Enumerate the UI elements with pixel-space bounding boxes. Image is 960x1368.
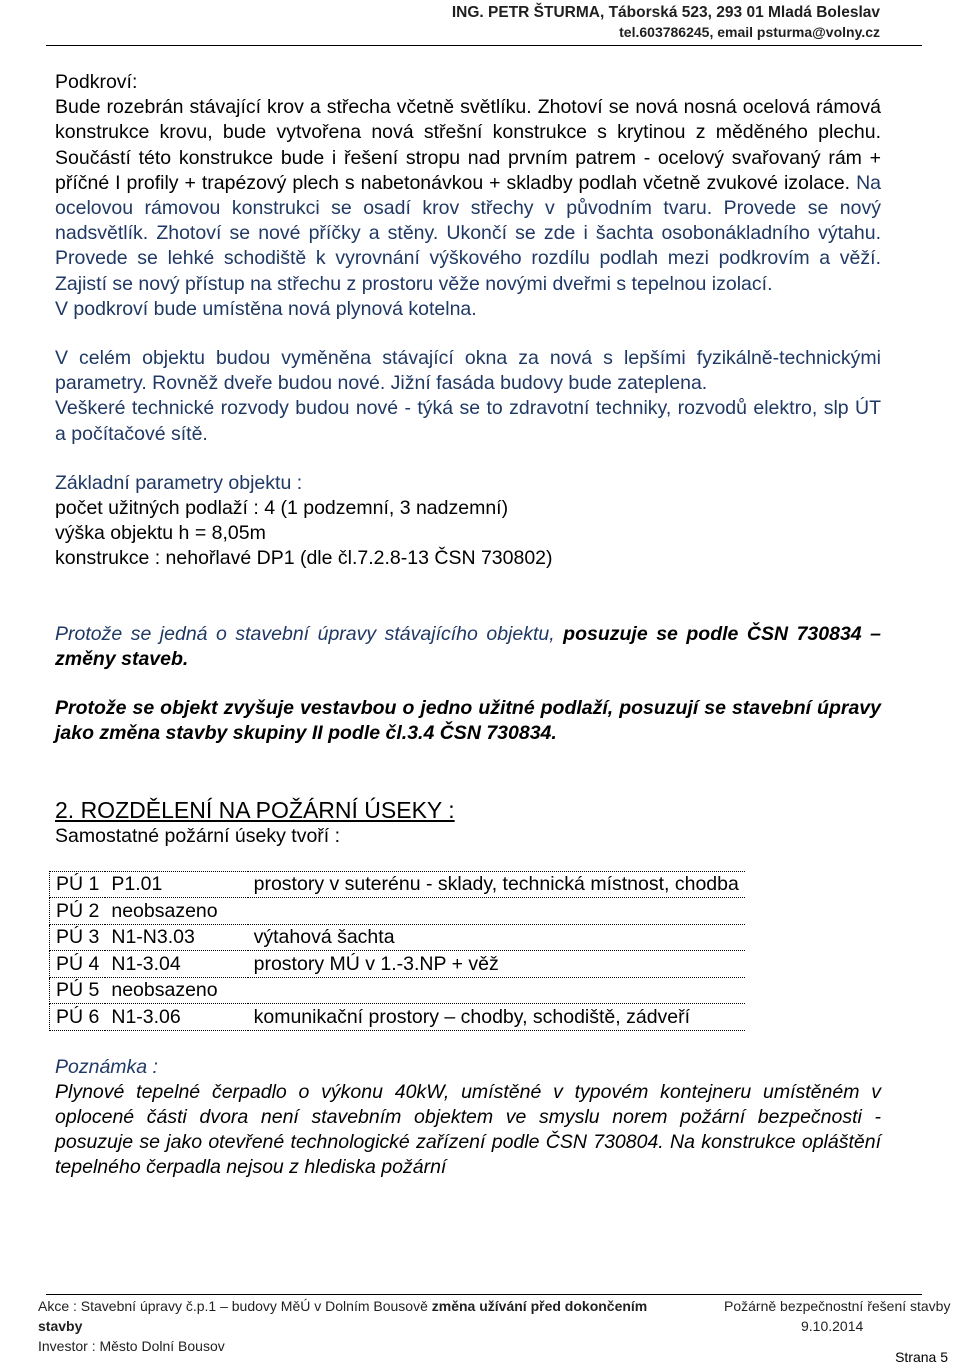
table-cell-desc: výtahová šachta [248, 924, 745, 951]
table-row [50, 871, 745, 898]
footer-doc-title: Požárně bezpečnostní řešení stavby [724, 1298, 951, 1314]
table-cell-code: neobsazeno [105, 977, 247, 1004]
footer-akce-bold: změna užívání před dokončením [427, 1298, 648, 1314]
posouzeni-paragraph [55, 622, 881, 672]
footer-divider [46, 1294, 922, 1295]
parametry-heading: Základní parametry objektu : [55, 471, 303, 494]
header-contact: tel.603786245, email psturma@volny.cz [619, 24, 880, 40]
footer-project [38, 1296, 718, 1356]
footer-akce-cont: stavby [38, 1318, 83, 1334]
footer-investor: Investor : Město Dolní Bousov [38, 1338, 225, 1354]
pozarni-useky-table [49, 871, 745, 1031]
footer-date: 9.10.2014 [801, 1318, 864, 1334]
table-cell-desc [248, 898, 745, 925]
table-cell-desc: prostory MÚ v 1.-3.NP + věž [248, 951, 745, 978]
table-row [50, 951, 745, 978]
podkrovi-paragraph [55, 95, 881, 297]
table-cell-pu: PÚ 1 [50, 871, 106, 898]
parametry-podlazi: počet užitných podlaží : 4 (1 podzemní, 3 nadzemní) [55, 497, 509, 520]
table-cell-pu: PÚ 4 [50, 951, 106, 978]
table-row [50, 924, 745, 951]
section-subtitle: Samostatné požární úseky tvoří : [55, 825, 341, 848]
podkrovi-text: Bude rozebrán stávající krov a střecha včetně světlíku. Zhotoví se nová nosná ocelová rámová konstrukce krovu, bude vytvořena nová střešní konstrukce s krytinou z měděného plechu. Součástí této konstrukce bude i řešení stropu nad prvním patrem - ocelový svařovaný rám + příčné I profily + trapézový plech s nabetonávkou + skladby podlah včetně zvukové izolace. [55, 96, 881, 194]
poznamka-heading: Poznámka : [55, 1055, 158, 1078]
table-cell-code: N1-3.06 [105, 1004, 247, 1031]
table-cell-pu: PÚ 5 [50, 977, 106, 1004]
table-row [50, 898, 745, 925]
page-header [452, 3, 880, 42]
footer-akce-label: Akce : [38, 1298, 81, 1314]
parametry-konstrukce: konstrukce : nehořlavé DP1 (dle čl.7.2.8-13 ČSN 730802) [55, 547, 553, 570]
podkrovi-text-blue: Na ocelovou rámovou konstrukci se osadí krov střechy v původním tvaru. Provede se nový nadsvětlík. Zhotoví se nové příčky a stěny. Ukončí se zde i šachta osobonákladního výtahu. Provede se lehké schodiště k vyrovnání výškového rozdílu podlah mezi podkrovím a věží. Zajistí se nový přístup na střechu z prostoru věže novými dveřmi s tepelnou izolací. [55, 171, 881, 295]
table-row [50, 977, 745, 1004]
table-cell-pu: PÚ 6 [50, 1004, 106, 1031]
posouzeni-bold: posuzuje se podle ČSN 730834 – změny staveb. [55, 622, 881, 670]
podkrovi-kotelna: V podkroví bude umístěna nová plynová kotelna. [55, 297, 477, 320]
page-number: Strana 5 [895, 1349, 948, 1365]
table-cell-desc: komunikační prostory – chodby, schodiště, zádveří [248, 1004, 745, 1031]
table-cell-code: neobsazeno [105, 898, 247, 925]
table-cell-desc [248, 977, 745, 1004]
document-body [55, 70, 881, 1181]
table-cell-pu: PÚ 2 [50, 898, 106, 925]
table-cell-code: P1.01 [105, 871, 247, 898]
rozvody-paragraph: Veškeré technické rozvody budou nové - týká se to zdravotní techniky, rozvodů elektro, slp ÚT a počítačové sítě. [55, 397, 881, 445]
footer-doc [724, 1296, 960, 1336]
table-cell-code: N1-N3.03 [105, 924, 247, 951]
header-author-address: ING. PETR ŠTURMA, Táborská 523, 293 01 Mladá Boleslav [451, 4, 880, 21]
parametry-vyska: výška objektu h = 8,05m [55, 522, 266, 545]
okna-paragraph: V celém objektu budou vyměněna stávající okna za nová s lepšími fyzikálně-technickými parametry. Rovněž dveře budou nové. Jižní fasáda budovy bude zateplena. [55, 347, 881, 395]
header-divider [46, 45, 922, 46]
posouzeni-skupina: Protože se objekt zvyšuje vestavbou o jedno užitné podlaží, posuzují se stavební úpravy jako změna stavby skupiny II podle čl.3.4 ČSN 730834. [55, 697, 881, 745]
poznamka-text: Plynové tepelné čerpadlo o výkonu 40kW, umístěné v typovém kontejneru umístěném v oplocené části dvora není stavebním objektem ve smyslu norem požární bezpečnosti - posuzuje se jako otevřené technologické zařízení podle ČSN 730804. Na konstrukce opláštění tepelného čerpadla nejsou z hlediska požární [55, 1080, 881, 1179]
table-row [50, 1004, 745, 1031]
table-cell-code: N1-3.04 [105, 951, 247, 978]
table-cell-desc: prostory v suterénu - sklady, technická místnost, chodba [248, 871, 745, 898]
podkrovi-heading: Podkroví: [55, 71, 138, 93]
section-title: 2. ROZDĚLENÍ NA POŽÁRNÍ ÚSEKY : [55, 797, 455, 824]
posouzeni-italic: Protože se jedná o stavební úpravy stávajícího objektu, [55, 622, 555, 645]
table-cell-pu: PÚ 3 [50, 924, 106, 951]
footer-akce-text: Stavební úpravy č.p.1 – budovy MěÚ v Dolním Bousově [80, 1298, 428, 1314]
